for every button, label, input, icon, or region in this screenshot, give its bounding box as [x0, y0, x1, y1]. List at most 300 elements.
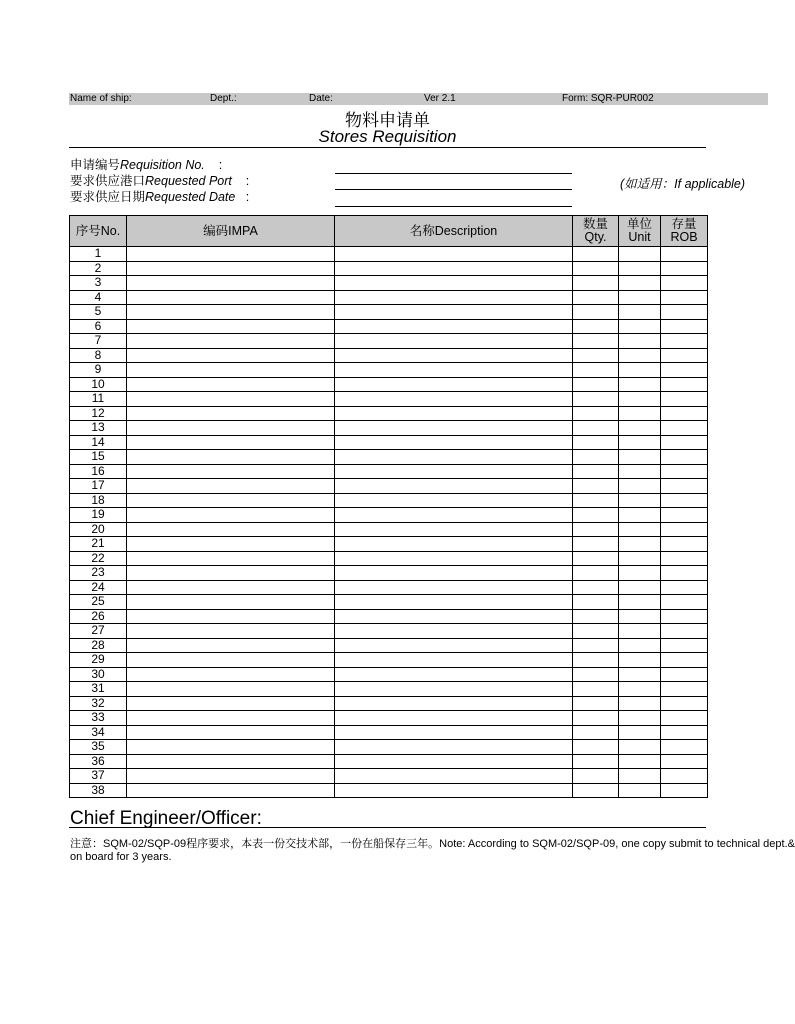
description-cell[interactable] — [335, 290, 573, 305]
unit-cell[interactable] — [619, 377, 661, 392]
row-no-cell: 19 — [70, 508, 127, 523]
rob-cell[interactable] — [661, 421, 708, 436]
rob-cell[interactable] — [661, 276, 708, 291]
col-header-impa: 编码IMPA — [127, 216, 335, 247]
rob-cell[interactable] — [661, 363, 708, 378]
description-cell[interactable] — [335, 783, 573, 798]
unit-cell[interactable] — [619, 566, 661, 581]
unit-cell[interactable] — [619, 595, 661, 610]
row-no-cell: 11 — [70, 392, 127, 407]
unit-cell[interactable] — [619, 638, 661, 653]
description-cell[interactable] — [335, 566, 573, 581]
table-row — [70, 711, 708, 726]
impa-cell[interactable] — [127, 682, 335, 697]
unit-cell[interactable] — [619, 508, 661, 523]
unit-cell[interactable] — [619, 392, 661, 407]
description-cell[interactable] — [335, 406, 573, 421]
qty-cell[interactable] — [573, 363, 619, 378]
col-header-rob — [661, 216, 708, 247]
unit-cell[interactable] — [619, 363, 661, 378]
table-row — [70, 769, 708, 784]
table-row — [70, 406, 708, 421]
unit-cell[interactable] — [619, 537, 661, 552]
row-no-cell: 21 — [70, 537, 127, 552]
unit-cell[interactable] — [619, 290, 661, 305]
table-row — [70, 377, 708, 392]
unit-cell[interactable] — [619, 624, 661, 639]
table-row — [70, 725, 708, 740]
qty-cell[interactable] — [573, 740, 619, 755]
row-no-cell: 24 — [70, 580, 127, 595]
description-cell[interactable] — [335, 667, 573, 682]
col-header-no: 序号No. — [70, 216, 127, 247]
impa-cell[interactable] — [127, 609, 335, 624]
row-no-cell: 3 — [70, 276, 127, 291]
impa-cell[interactable] — [127, 377, 335, 392]
description-cell[interactable] — [335, 711, 573, 726]
qty-cell[interactable] — [573, 522, 619, 537]
title-divider — [69, 147, 706, 148]
impa-cell[interactable] — [127, 290, 335, 305]
row-no-cell: 4 — [70, 290, 127, 305]
row-no-cell: 37 — [70, 769, 127, 784]
rob-cell[interactable] — [661, 305, 708, 320]
col-header-unit: 单位Unit — [619, 216, 661, 247]
requisition-no-field — [70, 158, 222, 173]
row-no-cell: 5 — [70, 305, 127, 320]
description-cell[interactable] — [335, 305, 573, 320]
table-row — [70, 566, 708, 581]
unit-cell[interactable] — [619, 348, 661, 363]
unit-cell[interactable] — [619, 754, 661, 769]
qty-cell[interactable] — [573, 479, 619, 494]
impa-cell[interactable] — [127, 754, 335, 769]
rob-cell[interactable] — [661, 609, 708, 624]
qty-cell[interactable] — [573, 609, 619, 624]
ship-name-label: Name of ship: — [70, 93, 132, 104]
requested-date-en: Requested Date — [145, 190, 236, 204]
rob-cell[interactable] — [661, 319, 708, 334]
unit-cell[interactable] — [619, 769, 661, 784]
rob-cell[interactable] — [661, 595, 708, 610]
qty-cell[interactable] — [573, 595, 619, 610]
rob-cell[interactable] — [661, 435, 708, 450]
description-cell[interactable] — [335, 493, 573, 508]
rob-cell[interactable] — [661, 537, 708, 552]
qty-cell[interactable] — [573, 450, 619, 465]
unit-cell[interactable] — [619, 725, 661, 740]
row-no-cell: 17 — [70, 479, 127, 494]
rob-cell[interactable] — [661, 522, 708, 537]
table-row — [70, 305, 708, 320]
description-cell[interactable] — [335, 276, 573, 291]
description-cell[interactable] — [335, 537, 573, 552]
chief-engineer-signature-label: Chief Engineer/Officer: — [70, 808, 262, 829]
table-row — [70, 464, 708, 479]
requested-port-input-line[interactable] — [335, 189, 572, 190]
table-row — [70, 667, 708, 682]
table-row — [70, 493, 708, 508]
rob-cell[interactable] — [661, 682, 708, 697]
row-no-cell: 15 — [70, 450, 127, 465]
row-no-cell: 35 — [70, 740, 127, 755]
rob-cell[interactable] — [661, 508, 708, 523]
table-row — [70, 624, 708, 639]
col-header-rob-cn: 存量 — [671, 217, 697, 231]
unit-cell[interactable] — [619, 653, 661, 668]
row-no-cell: 9 — [70, 363, 127, 378]
rob-cell[interactable] — [661, 769, 708, 784]
unit-cell[interactable] — [619, 334, 661, 349]
impa-cell[interactable] — [127, 783, 335, 798]
unit-cell[interactable] — [619, 435, 661, 450]
unit-cell[interactable] — [619, 464, 661, 479]
impa-cell[interactable] — [127, 392, 335, 407]
qty-cell[interactable] — [573, 464, 619, 479]
unit-cell[interactable] — [619, 696, 661, 711]
table-row — [70, 609, 708, 624]
row-no-cell: 36 — [70, 754, 127, 769]
unit-cell[interactable] — [619, 711, 661, 726]
row-no-cell: 2 — [70, 261, 127, 276]
table-header-row — [70, 216, 708, 247]
row-no-cell: 33 — [70, 711, 127, 726]
table-row — [70, 392, 708, 407]
footer-note-line2: on board for 3 years. — [70, 851, 172, 863]
impa-cell[interactable] — [127, 595, 335, 610]
rob-cell[interactable] — [661, 290, 708, 305]
impa-cell[interactable] — [127, 769, 335, 784]
impa-cell[interactable] — [127, 725, 335, 740]
table-row — [70, 682, 708, 697]
col-header-description: 名称Description — [335, 216, 573, 247]
rob-cell[interactable] — [661, 464, 708, 479]
qty-cell[interactable] — [573, 653, 619, 668]
row-no-cell: 16 — [70, 464, 127, 479]
qty-cell[interactable] — [573, 493, 619, 508]
description-cell[interactable] — [335, 421, 573, 436]
impa-cell[interactable] — [127, 363, 335, 378]
unit-cell[interactable] — [619, 421, 661, 436]
impa-cell[interactable] — [127, 247, 335, 262]
description-cell[interactable] — [335, 754, 573, 769]
rob-cell[interactable] — [661, 783, 708, 798]
requisition-no-en: Requisition No. — [120, 158, 205, 172]
table-row — [70, 450, 708, 465]
qty-cell[interactable] — [573, 435, 619, 450]
rob-cell[interactable] — [661, 725, 708, 740]
table-row — [70, 261, 708, 276]
impa-cell[interactable] — [127, 740, 335, 755]
table-row — [70, 421, 708, 436]
table-row — [70, 290, 708, 305]
impa-cell[interactable] — [127, 334, 335, 349]
qty-cell[interactable] — [573, 769, 619, 784]
requested-date-sep: : — [245, 190, 250, 204]
unit-cell[interactable] — [619, 740, 661, 755]
impa-cell[interactable] — [127, 667, 335, 682]
form-header-bar — [69, 93, 768, 105]
impa-cell[interactable] — [127, 508, 335, 523]
requisition-no-input-line[interactable] — [335, 173, 572, 174]
description-cell[interactable] — [335, 348, 573, 363]
table-row — [70, 363, 708, 378]
requested-port-sep: : — [245, 174, 250, 188]
impa-cell[interactable] — [127, 537, 335, 552]
rob-cell[interactable] — [661, 624, 708, 639]
requested-date-input-line[interactable] — [335, 206, 572, 207]
impa-cell[interactable] — [127, 261, 335, 276]
requisition-no-cn: 申请编号 — [70, 158, 121, 172]
description-cell[interactable] — [335, 595, 573, 610]
rob-cell[interactable] — [661, 406, 708, 421]
if-applicable-note: (如适用：If applicable) — [620, 177, 746, 191]
qty-cell[interactable] — [573, 783, 619, 798]
unit-cell[interactable] — [619, 667, 661, 682]
requisition-no-sep: : — [218, 158, 223, 172]
impa-cell[interactable] — [127, 638, 335, 653]
impa-cell[interactable] — [127, 406, 335, 421]
form-code-label: Form: SQR-PUR002 — [562, 93, 654, 104]
table-row — [70, 551, 708, 566]
impa-cell[interactable] — [127, 624, 335, 639]
unit-cell[interactable] — [619, 305, 661, 320]
col-header-rob-en: ROB — [670, 230, 698, 244]
table-row — [70, 653, 708, 668]
impa-cell[interactable] — [127, 421, 335, 436]
requested-date-field — [70, 190, 249, 205]
row-no-cell: 26 — [70, 609, 127, 624]
table-row — [70, 638, 708, 653]
description-cell[interactable] — [335, 624, 573, 639]
dept-label: Dept.: — [210, 93, 237, 104]
description-cell[interactable] — [335, 377, 573, 392]
unit-cell[interactable] — [619, 276, 661, 291]
qty-cell[interactable] — [573, 334, 619, 349]
col-header-qty: 数量Qty. — [573, 216, 619, 247]
rob-cell[interactable] — [661, 566, 708, 581]
row-no-cell: 32 — [70, 696, 127, 711]
title-chinese: 物料申请单 — [345, 111, 430, 130]
unit-cell[interactable] — [619, 247, 661, 262]
table-row — [70, 522, 708, 537]
table-row — [70, 247, 708, 262]
row-no-cell: 31 — [70, 682, 127, 697]
rob-cell[interactable] — [661, 450, 708, 465]
rob-cell[interactable] — [661, 479, 708, 494]
impa-cell[interactable] — [127, 653, 335, 668]
impa-cell[interactable] — [127, 348, 335, 363]
row-no-cell: 1 — [70, 247, 127, 262]
description-cell[interactable] — [335, 261, 573, 276]
description-cell[interactable] — [335, 682, 573, 697]
description-cell[interactable] — [335, 551, 573, 566]
qty-cell[interactable] — [573, 682, 619, 697]
qty-cell[interactable] — [573, 754, 619, 769]
qty-cell[interactable] — [573, 348, 619, 363]
qty-cell[interactable] — [573, 667, 619, 682]
description-cell[interactable] — [335, 435, 573, 450]
row-no-cell: 22 — [70, 551, 127, 566]
unit-cell[interactable] — [619, 261, 661, 276]
qty-cell[interactable] — [573, 421, 619, 436]
rob-cell[interactable] — [661, 653, 708, 668]
row-no-cell: 10 — [70, 377, 127, 392]
unit-cell[interactable] — [619, 406, 661, 421]
rob-cell[interactable] — [661, 392, 708, 407]
qty-cell[interactable] — [573, 711, 619, 726]
table-row — [70, 479, 708, 494]
qty-cell[interactable] — [573, 392, 619, 407]
title-english: Stores Requisition — [318, 127, 457, 146]
rob-cell[interactable] — [661, 740, 708, 755]
description-cell[interactable] — [335, 740, 573, 755]
table-row — [70, 740, 708, 755]
impa-cell[interactable] — [127, 566, 335, 581]
table-row — [70, 580, 708, 595]
impa-cell[interactable] — [127, 696, 335, 711]
description-cell[interactable] — [335, 769, 573, 784]
unit-cell[interactable] — [619, 319, 661, 334]
row-no-cell: 29 — [70, 653, 127, 668]
qty-cell[interactable] — [573, 319, 619, 334]
description-cell[interactable] — [335, 696, 573, 711]
row-no-cell: 8 — [70, 348, 127, 363]
impa-cell[interactable] — [127, 711, 335, 726]
qty-cell[interactable] — [573, 580, 619, 595]
description-cell[interactable] — [335, 319, 573, 334]
qty-cell[interactable] — [573, 305, 619, 320]
description-cell[interactable] — [335, 638, 573, 653]
row-no-cell: 28 — [70, 638, 127, 653]
requested-port-en: Requested Port — [145, 174, 232, 188]
table-row — [70, 319, 708, 334]
impa-cell[interactable] — [127, 551, 335, 566]
footer-note-line1: 注意：SQM-02/SQP-09程序要求，本表一份交技术部，一份在船保存三年。Note: According to SQM-02/SQP-09, one copy submit to technical dept.& — [70, 838, 795, 850]
table-row — [70, 696, 708, 711]
impa-cell[interactable] — [127, 522, 335, 537]
description-cell[interactable] — [335, 609, 573, 624]
description-cell[interactable] — [335, 580, 573, 595]
impa-cell[interactable] — [127, 319, 335, 334]
row-no-cell: 6 — [70, 319, 127, 334]
requested-date-cn: 要求供应日期 — [70, 190, 146, 204]
footer-note — [70, 838, 795, 864]
row-no-cell: 38 — [70, 783, 127, 798]
row-no-cell: 25 — [70, 595, 127, 610]
description-cell[interactable] — [335, 464, 573, 479]
unit-cell[interactable] — [619, 522, 661, 537]
rob-cell[interactable] — [661, 638, 708, 653]
table-row — [70, 595, 708, 610]
qty-cell[interactable] — [573, 551, 619, 566]
qty-cell[interactable] — [573, 290, 619, 305]
unit-cell[interactable] — [619, 450, 661, 465]
unit-cell[interactable] — [619, 551, 661, 566]
unit-cell[interactable] — [619, 609, 661, 624]
description-cell[interactable] — [335, 725, 573, 740]
requested-port-field — [70, 174, 249, 189]
table-row — [70, 435, 708, 450]
row-no-cell: 12 — [70, 406, 127, 421]
qty-cell[interactable] — [573, 696, 619, 711]
qty-cell[interactable] — [573, 406, 619, 421]
impa-cell[interactable] — [127, 479, 335, 494]
impa-cell[interactable] — [127, 276, 335, 291]
description-cell[interactable] — [335, 508, 573, 523]
rob-cell[interactable] — [661, 551, 708, 566]
unit-cell[interactable] — [619, 580, 661, 595]
unit-cell[interactable] — [619, 479, 661, 494]
rob-cell[interactable] — [661, 348, 708, 363]
unit-cell[interactable] — [619, 682, 661, 697]
table-row — [70, 537, 708, 552]
requisition-table — [69, 215, 708, 798]
version-label: Ver 2.1 — [424, 93, 456, 104]
qty-cell[interactable] — [573, 508, 619, 523]
requested-port-cn: 要求供应港口 — [70, 174, 146, 188]
row-no-cell: 14 — [70, 435, 127, 450]
rob-cell[interactable] — [661, 711, 708, 726]
description-cell[interactable] — [335, 363, 573, 378]
unit-cell[interactable] — [619, 493, 661, 508]
rob-cell[interactable] — [661, 377, 708, 392]
description-cell[interactable] — [335, 247, 573, 262]
rob-cell[interactable] — [661, 334, 708, 349]
rob-cell[interactable] — [661, 696, 708, 711]
rob-cell[interactable] — [661, 247, 708, 262]
qty-cell[interactable] — [573, 276, 619, 291]
row-no-cell: 7 — [70, 334, 127, 349]
row-no-cell: 27 — [70, 624, 127, 639]
rob-cell[interactable] — [661, 493, 708, 508]
row-no-cell: 30 — [70, 667, 127, 682]
qty-cell[interactable] — [573, 377, 619, 392]
description-cell[interactable] — [335, 392, 573, 407]
table-row — [70, 348, 708, 363]
impa-cell[interactable] — [127, 305, 335, 320]
description-cell[interactable] — [335, 653, 573, 668]
table-row — [70, 334, 708, 349]
impa-cell[interactable] — [127, 435, 335, 450]
qty-cell[interactable] — [573, 725, 619, 740]
impa-cell[interactable] — [127, 450, 335, 465]
table-row — [70, 754, 708, 769]
qty-cell[interactable] — [573, 247, 619, 262]
row-no-cell: 34 — [70, 725, 127, 740]
qty-cell[interactable] — [573, 566, 619, 581]
description-cell[interactable] — [335, 334, 573, 349]
qty-cell[interactable] — [573, 537, 619, 552]
rob-cell[interactable] — [661, 580, 708, 595]
rob-cell[interactable] — [661, 754, 708, 769]
impa-cell[interactable] — [127, 464, 335, 479]
table-row — [70, 783, 708, 798]
signature-line[interactable] — [69, 827, 706, 828]
qty-cell[interactable] — [573, 638, 619, 653]
qty-cell[interactable] — [573, 261, 619, 276]
impa-cell[interactable] — [127, 580, 335, 595]
description-cell[interactable] — [335, 522, 573, 537]
unit-cell[interactable] — [619, 783, 661, 798]
table-row — [70, 508, 708, 523]
description-cell[interactable] — [335, 479, 573, 494]
rob-cell[interactable] — [661, 261, 708, 276]
rob-cell[interactable] — [661, 667, 708, 682]
qty-cell[interactable] — [573, 624, 619, 639]
impa-cell[interactable] — [127, 493, 335, 508]
description-cell[interactable] — [335, 450, 573, 465]
